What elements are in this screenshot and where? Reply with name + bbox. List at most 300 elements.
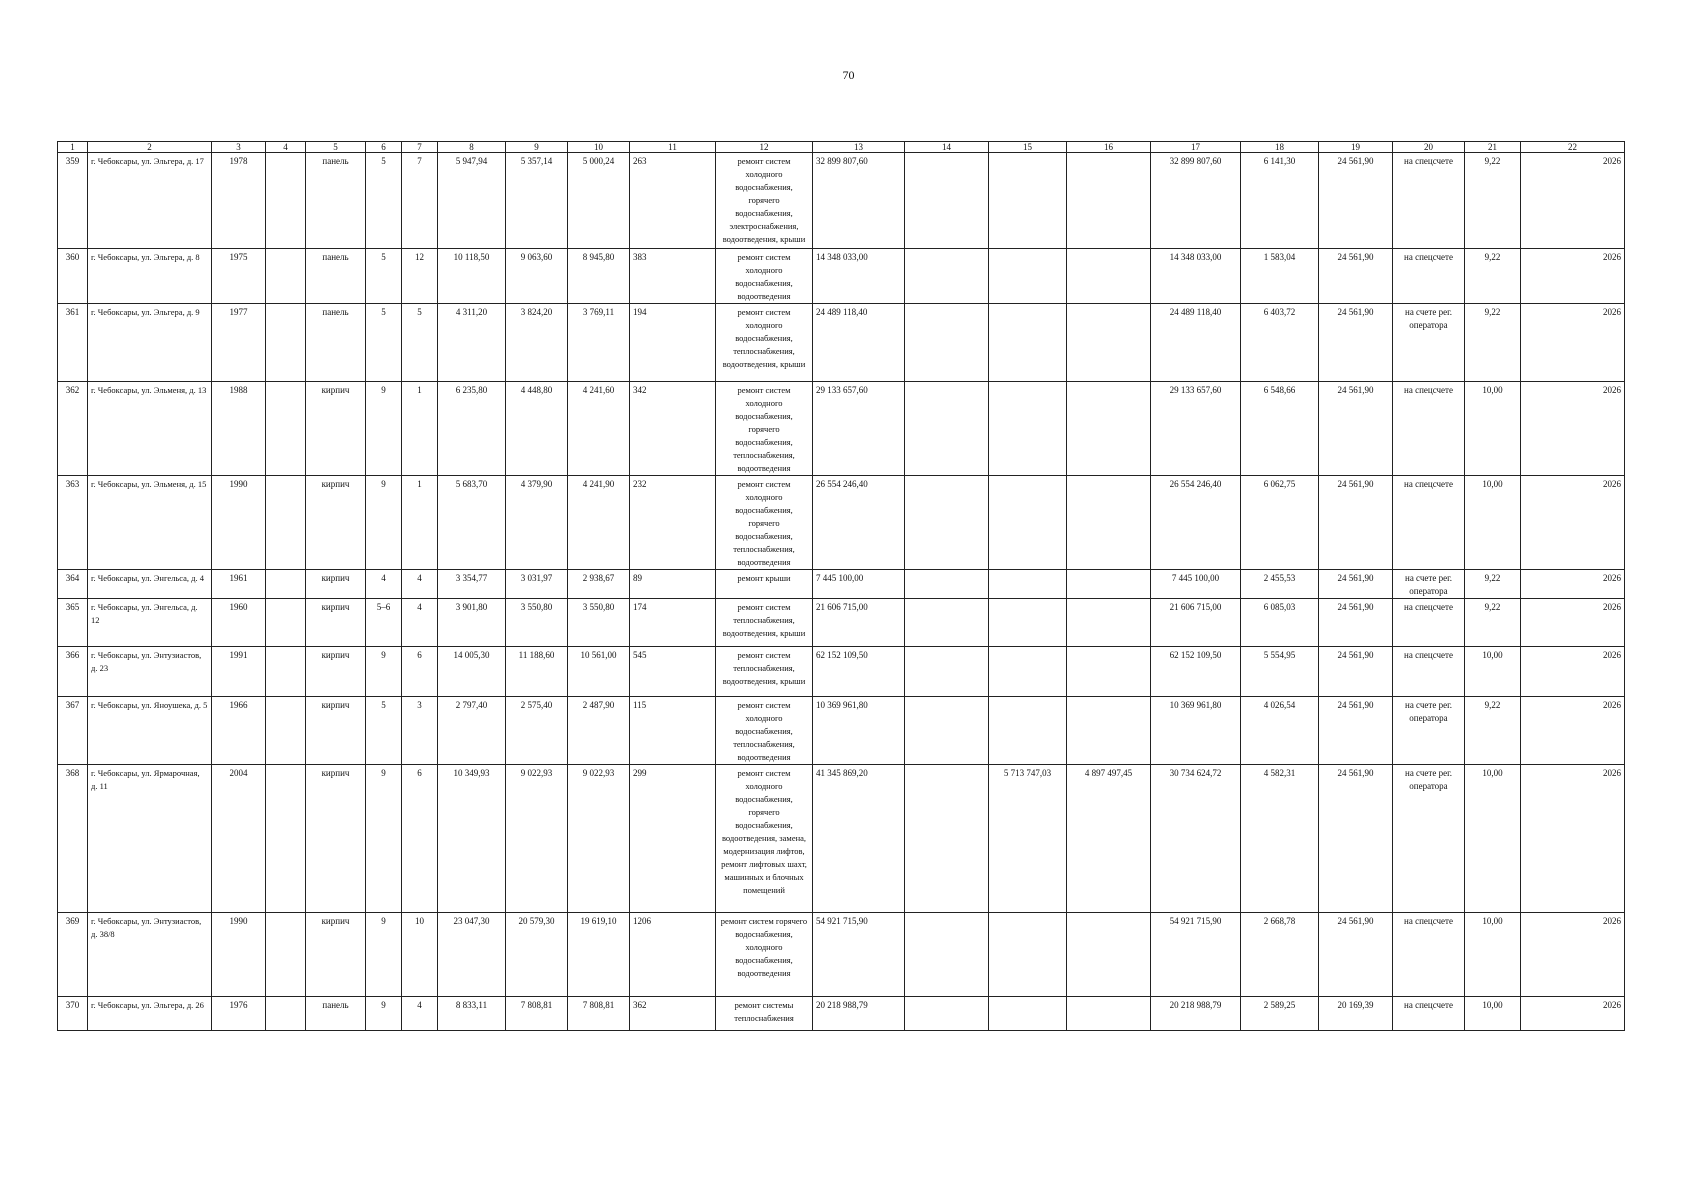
municipal-funds-cell: [1067, 249, 1151, 304]
total-area-cell: 5 683,70: [438, 476, 506, 570]
floors-count-cell: 9: [366, 765, 402, 913]
row-number-cell: 366: [58, 647, 88, 697]
residential-area-cell: 19 619,10: [568, 913, 630, 997]
floors-count-cell: 5: [366, 304, 402, 382]
fund-account-cell: на счете рег. оператора: [1393, 304, 1465, 382]
column-number-header: 11: [630, 142, 716, 153]
contribution-rate-cell: 10,00: [1465, 913, 1521, 997]
planned-year-cell: 2026: [1521, 304, 1625, 382]
regional-funds-cell: [989, 697, 1067, 765]
table-row: [58, 249, 1625, 304]
municipal-funds-cell: [1067, 153, 1151, 249]
owners-funds-cell: 7 445 100,00: [1151, 570, 1241, 599]
owners-funds-cell: 21 606 715,00: [1151, 599, 1241, 647]
wall-material-cell: панель: [306, 997, 366, 1031]
total-area-cell: 2 797,40: [438, 697, 506, 765]
premises-area-cell: 20 579,30: [506, 913, 568, 997]
contribution-rate-cell: 10,00: [1465, 476, 1521, 570]
residents-count-cell: 383: [630, 249, 716, 304]
max-unit-cost-cell: 24 561,90: [1319, 249, 1393, 304]
row-number-cell: 369: [58, 913, 88, 997]
federal-funds-cell: [905, 304, 989, 382]
column-number-header: 13: [813, 142, 905, 153]
build-year-cell: 1976: [212, 997, 266, 1031]
residential-area-cell: 8 945,80: [568, 249, 630, 304]
reconstruction-year-cell: [266, 765, 306, 913]
column-number-row: [58, 142, 1625, 153]
federal-funds-cell: [905, 382, 989, 476]
planned-year-cell: 2026: [1521, 249, 1625, 304]
unit-cost-cell: 4 026,54: [1241, 697, 1319, 765]
wall-material-cell: панель: [306, 153, 366, 249]
entrances-count-cell: 1: [402, 382, 438, 476]
contribution-rate-cell: 10,00: [1465, 382, 1521, 476]
address-cell: г. Чебоксары, ул. Яноушека, д. 5: [88, 697, 212, 765]
row-number-cell: 365: [58, 599, 88, 647]
residents-count-cell: 263: [630, 153, 716, 249]
address-cell: г. Чебоксары, ул. Энтузиастов, д. 23: [88, 647, 212, 697]
wall-material-cell: кирпич: [306, 913, 366, 997]
build-year-cell: 1988: [212, 382, 266, 476]
entrances-count-cell: 10: [402, 913, 438, 997]
federal-funds-cell: [905, 647, 989, 697]
unit-cost-cell: 1 583,04: [1241, 249, 1319, 304]
unit-cost-cell: 6 548,66: [1241, 382, 1319, 476]
planned-year-cell: 2026: [1521, 153, 1625, 249]
table-row: [58, 382, 1625, 476]
fund-account-cell: на спецсчете: [1393, 153, 1465, 249]
premises-area-cell: 9 022,93: [506, 765, 568, 913]
wall-material-cell: панель: [306, 304, 366, 382]
entrances-count-cell: 7: [402, 153, 438, 249]
reconstruction-year-cell: [266, 697, 306, 765]
table-row: [58, 153, 1625, 249]
floors-count-cell: 9: [366, 913, 402, 997]
federal-funds-cell: [905, 697, 989, 765]
wall-material-cell: кирпич: [306, 570, 366, 599]
address-cell: г. Чебоксары, ул. Эльгера, д. 8: [88, 249, 212, 304]
work-types-cell: ремонт систем теплоснабжения, водоотведения, крыши: [716, 647, 813, 697]
residents-count-cell: 174: [630, 599, 716, 647]
federal-funds-cell: [905, 765, 989, 913]
address-cell: г. Чебоксары, ул. Эльменя, д. 15: [88, 476, 212, 570]
total-cost-cell: 29 133 657,60: [813, 382, 905, 476]
owners-funds-cell: 24 489 118,40: [1151, 304, 1241, 382]
work-types-cell: ремонт систем холодного водоснабжения, горячего водоснабжения, теплоснабжения, водоотведения: [716, 476, 813, 570]
reconstruction-year-cell: [266, 249, 306, 304]
floors-count-cell: 5: [366, 249, 402, 304]
entrances-count-cell: 4: [402, 599, 438, 647]
owners-funds-cell: 29 133 657,60: [1151, 382, 1241, 476]
residential-area-cell: 5 000,24: [568, 153, 630, 249]
build-year-cell: 1961: [212, 570, 266, 599]
regional-funds-cell: [989, 304, 1067, 382]
work-types-cell: ремонт систем холодного водоснабжения, горячего водоснабжения, электроснабжения, водоотведения, крыши: [716, 153, 813, 249]
max-unit-cost-cell: 24 561,90: [1319, 153, 1393, 249]
fund-account-cell: на счете рег. оператора: [1393, 697, 1465, 765]
total-area-cell: 5 947,94: [438, 153, 506, 249]
residents-count-cell: 545: [630, 647, 716, 697]
planned-year-cell: 2026: [1521, 476, 1625, 570]
entrances-count-cell: 12: [402, 249, 438, 304]
reconstruction-year-cell: [266, 913, 306, 997]
wall-material-cell: кирпич: [306, 476, 366, 570]
build-year-cell: 1978: [212, 153, 266, 249]
contribution-rate-cell: 9,22: [1465, 570, 1521, 599]
residential-area-cell: 7 808,81: [568, 997, 630, 1031]
residential-area-cell: 2 487,90: [568, 697, 630, 765]
residential-area-cell: 9 022,93: [568, 765, 630, 913]
premises-area-cell: 9 063,60: [506, 249, 568, 304]
table-row: [58, 304, 1625, 382]
max-unit-cost-cell: 24 561,90: [1319, 697, 1393, 765]
premises-area-cell: 7 808,81: [506, 997, 568, 1031]
work-types-cell: ремонт систем горячего водоснабжения, холодного водоснабжения, водоотведения: [716, 913, 813, 997]
residents-count-cell: 1206: [630, 913, 716, 997]
reconstruction-year-cell: [266, 304, 306, 382]
unit-cost-cell: 6 403,72: [1241, 304, 1319, 382]
max-unit-cost-cell: 24 561,90: [1319, 476, 1393, 570]
column-number-header: 5: [306, 142, 366, 153]
total-cost-cell: 26 554 246,40: [813, 476, 905, 570]
address-cell: г. Чебоксары, ул. Энгельса, д. 4: [88, 570, 212, 599]
planned-year-cell: 2026: [1521, 647, 1625, 697]
address-cell: г. Чебоксары, ул. Эльгера, д. 17: [88, 153, 212, 249]
municipal-funds-cell: [1067, 697, 1151, 765]
premises-area-cell: 3 031,97: [506, 570, 568, 599]
work-types-cell: ремонт систем холодного водоснабжения, теплоснабжения, водоотведения, крыши: [716, 304, 813, 382]
municipal-funds-cell: [1067, 304, 1151, 382]
planned-year-cell: 2026: [1521, 599, 1625, 647]
municipal-funds-cell: [1067, 599, 1151, 647]
fund-account-cell: на спецсчете: [1393, 599, 1465, 647]
table-row: [58, 997, 1625, 1031]
owners-funds-cell: 14 348 033,00: [1151, 249, 1241, 304]
total-cost-cell: 14 348 033,00: [813, 249, 905, 304]
table-row: [58, 599, 1625, 647]
total-cost-cell: 62 152 109,50: [813, 647, 905, 697]
page-number: 70: [842, 68, 855, 82]
unit-cost-cell: 2 668,78: [1241, 913, 1319, 997]
municipal-funds-cell: [1067, 647, 1151, 697]
column-number-header: 19: [1319, 142, 1393, 153]
work-types-cell: ремонт системы теплоснабжения: [716, 997, 813, 1031]
residents-count-cell: 299: [630, 765, 716, 913]
floors-count-cell: 9: [366, 476, 402, 570]
premises-area-cell: 5 357,14: [506, 153, 568, 249]
column-number-header: 17: [1151, 142, 1241, 153]
municipal-funds-cell: [1067, 476, 1151, 570]
entrances-count-cell: 6: [402, 647, 438, 697]
reconstruction-year-cell: [266, 476, 306, 570]
unit-cost-cell: 2 455,53: [1241, 570, 1319, 599]
residential-area-cell: 2 938,67: [568, 570, 630, 599]
fund-account-cell: на спецсчете: [1393, 647, 1465, 697]
max-unit-cost-cell: 24 561,90: [1319, 570, 1393, 599]
address-cell: г. Чебоксары, ул. Эльменя, д. 13: [88, 382, 212, 476]
column-number-header: 2: [88, 142, 212, 153]
contribution-rate-cell: 9,22: [1465, 304, 1521, 382]
floors-count-cell: 4: [366, 570, 402, 599]
max-unit-cost-cell: 24 561,90: [1319, 765, 1393, 913]
regional-funds-cell: [989, 599, 1067, 647]
residents-count-cell: 342: [630, 382, 716, 476]
contribution-rate-cell: 9,22: [1465, 697, 1521, 765]
work-types-cell: ремонт систем холодного водоснабжения, горячего водоснабжения, теплоснабжения, водоотведения: [716, 382, 813, 476]
residents-count-cell: 232: [630, 476, 716, 570]
total-area-cell: 3 901,80: [438, 599, 506, 647]
total-cost-cell: 21 606 715,00: [813, 599, 905, 647]
reconstruction-year-cell: [266, 599, 306, 647]
residential-area-cell: 10 561,00: [568, 647, 630, 697]
column-number-header: 1: [58, 142, 88, 153]
wall-material-cell: кирпич: [306, 382, 366, 476]
total-cost-cell: 7 445 100,00: [813, 570, 905, 599]
municipal-funds-cell: [1067, 382, 1151, 476]
table-row: [58, 476, 1625, 570]
total-area-cell: 10 349,93: [438, 765, 506, 913]
premises-area-cell: 2 575,40: [506, 697, 568, 765]
contribution-rate-cell: 9,22: [1465, 599, 1521, 647]
total-cost-cell: 24 489 118,40: [813, 304, 905, 382]
column-number-header: 8: [438, 142, 506, 153]
max-unit-cost-cell: 24 561,90: [1319, 382, 1393, 476]
planned-year-cell: 2026: [1521, 570, 1625, 599]
row-number-cell: 370: [58, 997, 88, 1031]
premises-area-cell: 11 188,60: [506, 647, 568, 697]
wall-material-cell: кирпич: [306, 647, 366, 697]
entrances-count-cell: 4: [402, 570, 438, 599]
build-year-cell: 1991: [212, 647, 266, 697]
table-row: [58, 913, 1625, 997]
total-area-cell: 14 005,30: [438, 647, 506, 697]
fund-account-cell: на спецсчете: [1393, 249, 1465, 304]
work-types-cell: ремонт систем теплоснабжения, водоотведения, крыши: [716, 599, 813, 647]
total-area-cell: 3 354,77: [438, 570, 506, 599]
contribution-rate-cell: 9,22: [1465, 249, 1521, 304]
address-cell: г. Чебоксары, ул. Ярмарочная, д. 11: [88, 765, 212, 913]
unit-cost-cell: 4 582,31: [1241, 765, 1319, 913]
total-area-cell: 8 833,11: [438, 997, 506, 1031]
regional-funds-cell: 5 713 747,03: [989, 765, 1067, 913]
registry-table: [57, 141, 1625, 1031]
reconstruction-year-cell: [266, 153, 306, 249]
federal-funds-cell: [905, 476, 989, 570]
planned-year-cell: 2026: [1521, 697, 1625, 765]
contribution-rate-cell: 10,00: [1465, 997, 1521, 1031]
fund-account-cell: на счете рег. оператора: [1393, 570, 1465, 599]
regional-funds-cell: [989, 997, 1067, 1031]
planned-year-cell: 2026: [1521, 997, 1625, 1031]
total-cost-cell: 10 369 961,80: [813, 697, 905, 765]
work-types-cell: ремонт крыши: [716, 570, 813, 599]
row-number-cell: 367: [58, 697, 88, 765]
column-number-header: 3: [212, 142, 266, 153]
entrances-count-cell: 1: [402, 476, 438, 570]
unit-cost-cell: 5 554,95: [1241, 647, 1319, 697]
row-number-cell: 361: [58, 304, 88, 382]
premises-area-cell: 4 448,80: [506, 382, 568, 476]
row-number-cell: 364: [58, 570, 88, 599]
address-cell: г. Чебоксары, ул. Эльгера, д. 9: [88, 304, 212, 382]
residential-area-cell: 4 241,60: [568, 382, 630, 476]
total-cost-cell: 41 345 869,20: [813, 765, 905, 913]
floors-count-cell: 5–6: [366, 599, 402, 647]
municipal-funds-cell: [1067, 997, 1151, 1031]
floors-count-cell: 9: [366, 647, 402, 697]
floors-count-cell: 9: [366, 997, 402, 1031]
column-number-header: 21: [1465, 142, 1521, 153]
entrances-count-cell: 6: [402, 765, 438, 913]
entrances-count-cell: 5: [402, 304, 438, 382]
municipal-funds-cell: 4 897 497,45: [1067, 765, 1151, 913]
contribution-rate-cell: 10,00: [1465, 765, 1521, 913]
max-unit-cost-cell: 24 561,90: [1319, 913, 1393, 997]
contribution-rate-cell: 9,22: [1465, 153, 1521, 249]
work-types-cell: ремонт систем холодного водоснабжения, горячего водоснабжения, водоотведения, замена, модернизация лифтов, ремонт лифтовых шахт, машинных и блочных помещений: [716, 765, 813, 913]
fund-account-cell: на спецсчете: [1393, 997, 1465, 1031]
residents-count-cell: 194: [630, 304, 716, 382]
reconstruction-year-cell: [266, 382, 306, 476]
row-number-cell: 363: [58, 476, 88, 570]
residential-area-cell: 4 241,90: [568, 476, 630, 570]
floors-count-cell: 5: [366, 697, 402, 765]
entrances-count-cell: 3: [402, 697, 438, 765]
build-year-cell: 1990: [212, 476, 266, 570]
total-area-cell: 4 311,20: [438, 304, 506, 382]
column-number-header: 20: [1393, 142, 1465, 153]
regional-funds-cell: [989, 476, 1067, 570]
table-row: [58, 570, 1625, 599]
table-row: [58, 765, 1625, 913]
build-year-cell: 1960: [212, 599, 266, 647]
total-cost-cell: 20 218 988,79: [813, 997, 905, 1031]
total-area-cell: 23 047,30: [438, 913, 506, 997]
wall-material-cell: панель: [306, 249, 366, 304]
fund-account-cell: на спецсчете: [1393, 913, 1465, 997]
contribution-rate-cell: 10,00: [1465, 647, 1521, 697]
column-number-header: 9: [506, 142, 568, 153]
row-number-cell: 360: [58, 249, 88, 304]
regional-funds-cell: [989, 153, 1067, 249]
residential-area-cell: 3 769,11: [568, 304, 630, 382]
municipal-funds-cell: [1067, 913, 1151, 997]
planned-year-cell: 2026: [1521, 382, 1625, 476]
premises-area-cell: 3 824,20: [506, 304, 568, 382]
table-row: [58, 697, 1625, 765]
total-cost-cell: 32 899 807,60: [813, 153, 905, 249]
planned-year-cell: 2026: [1521, 765, 1625, 913]
federal-funds-cell: [905, 570, 989, 599]
wall-material-cell: кирпич: [306, 697, 366, 765]
owners-funds-cell: 20 218 988,79: [1151, 997, 1241, 1031]
owners-funds-cell: 32 899 807,60: [1151, 153, 1241, 249]
fund-account-cell: на спецсчете: [1393, 382, 1465, 476]
reconstruction-year-cell: [266, 570, 306, 599]
residents-count-cell: 362: [630, 997, 716, 1031]
federal-funds-cell: [905, 913, 989, 997]
residents-count-cell: 89: [630, 570, 716, 599]
premises-area-cell: 3 550,80: [506, 599, 568, 647]
address-cell: г. Чебоксары, ул. Эльгера, д. 26: [88, 997, 212, 1031]
premises-area-cell: 4 379,90: [506, 476, 568, 570]
reconstruction-year-cell: [266, 647, 306, 697]
owners-funds-cell: 30 734 624,72: [1151, 765, 1241, 913]
regional-funds-cell: [989, 249, 1067, 304]
work-types-cell: ремонт систем холодного водоснабжения, водоотведения: [716, 249, 813, 304]
address-cell: г. Чебоксары, ул. Энтузиастов, д. 38/8: [88, 913, 212, 997]
residents-count-cell: 115: [630, 697, 716, 765]
column-number-header: 18: [1241, 142, 1319, 153]
build-year-cell: 1975: [212, 249, 266, 304]
row-number-cell: 362: [58, 382, 88, 476]
column-number-header: 22: [1521, 142, 1625, 153]
planned-year-cell: 2026: [1521, 913, 1625, 997]
federal-funds-cell: [905, 153, 989, 249]
max-unit-cost-cell: 24 561,90: [1319, 647, 1393, 697]
owners-funds-cell: 10 369 961,80: [1151, 697, 1241, 765]
fund-account-cell: на спецсчете: [1393, 476, 1465, 570]
work-types-cell: ремонт систем холодного водоснабжения, теплоснабжения, водоотведения: [716, 697, 813, 765]
total-area-cell: 10 118,50: [438, 249, 506, 304]
owners-funds-cell: 26 554 246,40: [1151, 476, 1241, 570]
regional-funds-cell: [989, 570, 1067, 599]
column-number-header: 10: [568, 142, 630, 153]
federal-funds-cell: [905, 599, 989, 647]
federal-funds-cell: [905, 997, 989, 1031]
column-number-header: 4: [266, 142, 306, 153]
fund-account-cell: на счете рег. оператора: [1393, 765, 1465, 913]
column-number-header: 7: [402, 142, 438, 153]
build-year-cell: 1977: [212, 304, 266, 382]
unit-cost-cell: 6 085,03: [1241, 599, 1319, 647]
max-unit-cost-cell: 20 169,39: [1319, 997, 1393, 1031]
max-unit-cost-cell: 24 561,90: [1319, 599, 1393, 647]
unit-cost-cell: 2 589,25: [1241, 997, 1319, 1031]
row-number-cell: 359: [58, 153, 88, 249]
build-year-cell: 1966: [212, 697, 266, 765]
column-number-header: 15: [989, 142, 1067, 153]
residential-area-cell: 3 550,80: [568, 599, 630, 647]
build-year-cell: 1990: [212, 913, 266, 997]
reconstruction-year-cell: [266, 997, 306, 1031]
unit-cost-cell: 6 062,75: [1241, 476, 1319, 570]
max-unit-cost-cell: 24 561,90: [1319, 304, 1393, 382]
wall-material-cell: кирпич: [306, 765, 366, 913]
owners-funds-cell: 54 921 715,90: [1151, 913, 1241, 997]
federal-funds-cell: [905, 249, 989, 304]
wall-material-cell: кирпич: [306, 599, 366, 647]
unit-cost-cell: 6 141,30: [1241, 153, 1319, 249]
row-number-cell: 368: [58, 765, 88, 913]
column-number-header: 12: [716, 142, 813, 153]
floors-count-cell: 5: [366, 153, 402, 249]
regional-funds-cell: [989, 647, 1067, 697]
floors-count-cell: 9: [366, 382, 402, 476]
table-row: [58, 647, 1625, 697]
entrances-count-cell: 4: [402, 997, 438, 1031]
table-body: [58, 153, 1625, 1031]
column-number-header: 16: [1067, 142, 1151, 153]
municipal-funds-cell: [1067, 570, 1151, 599]
regional-funds-cell: [989, 913, 1067, 997]
address-cell: г. Чебоксары, ул. Энгельса, д. 12: [88, 599, 212, 647]
total-cost-cell: 54 921 715,90: [813, 913, 905, 997]
owners-funds-cell: 62 152 109,50: [1151, 647, 1241, 697]
column-number-header: 6: [366, 142, 402, 153]
regional-funds-cell: [989, 382, 1067, 476]
column-number-header: 14: [905, 142, 989, 153]
